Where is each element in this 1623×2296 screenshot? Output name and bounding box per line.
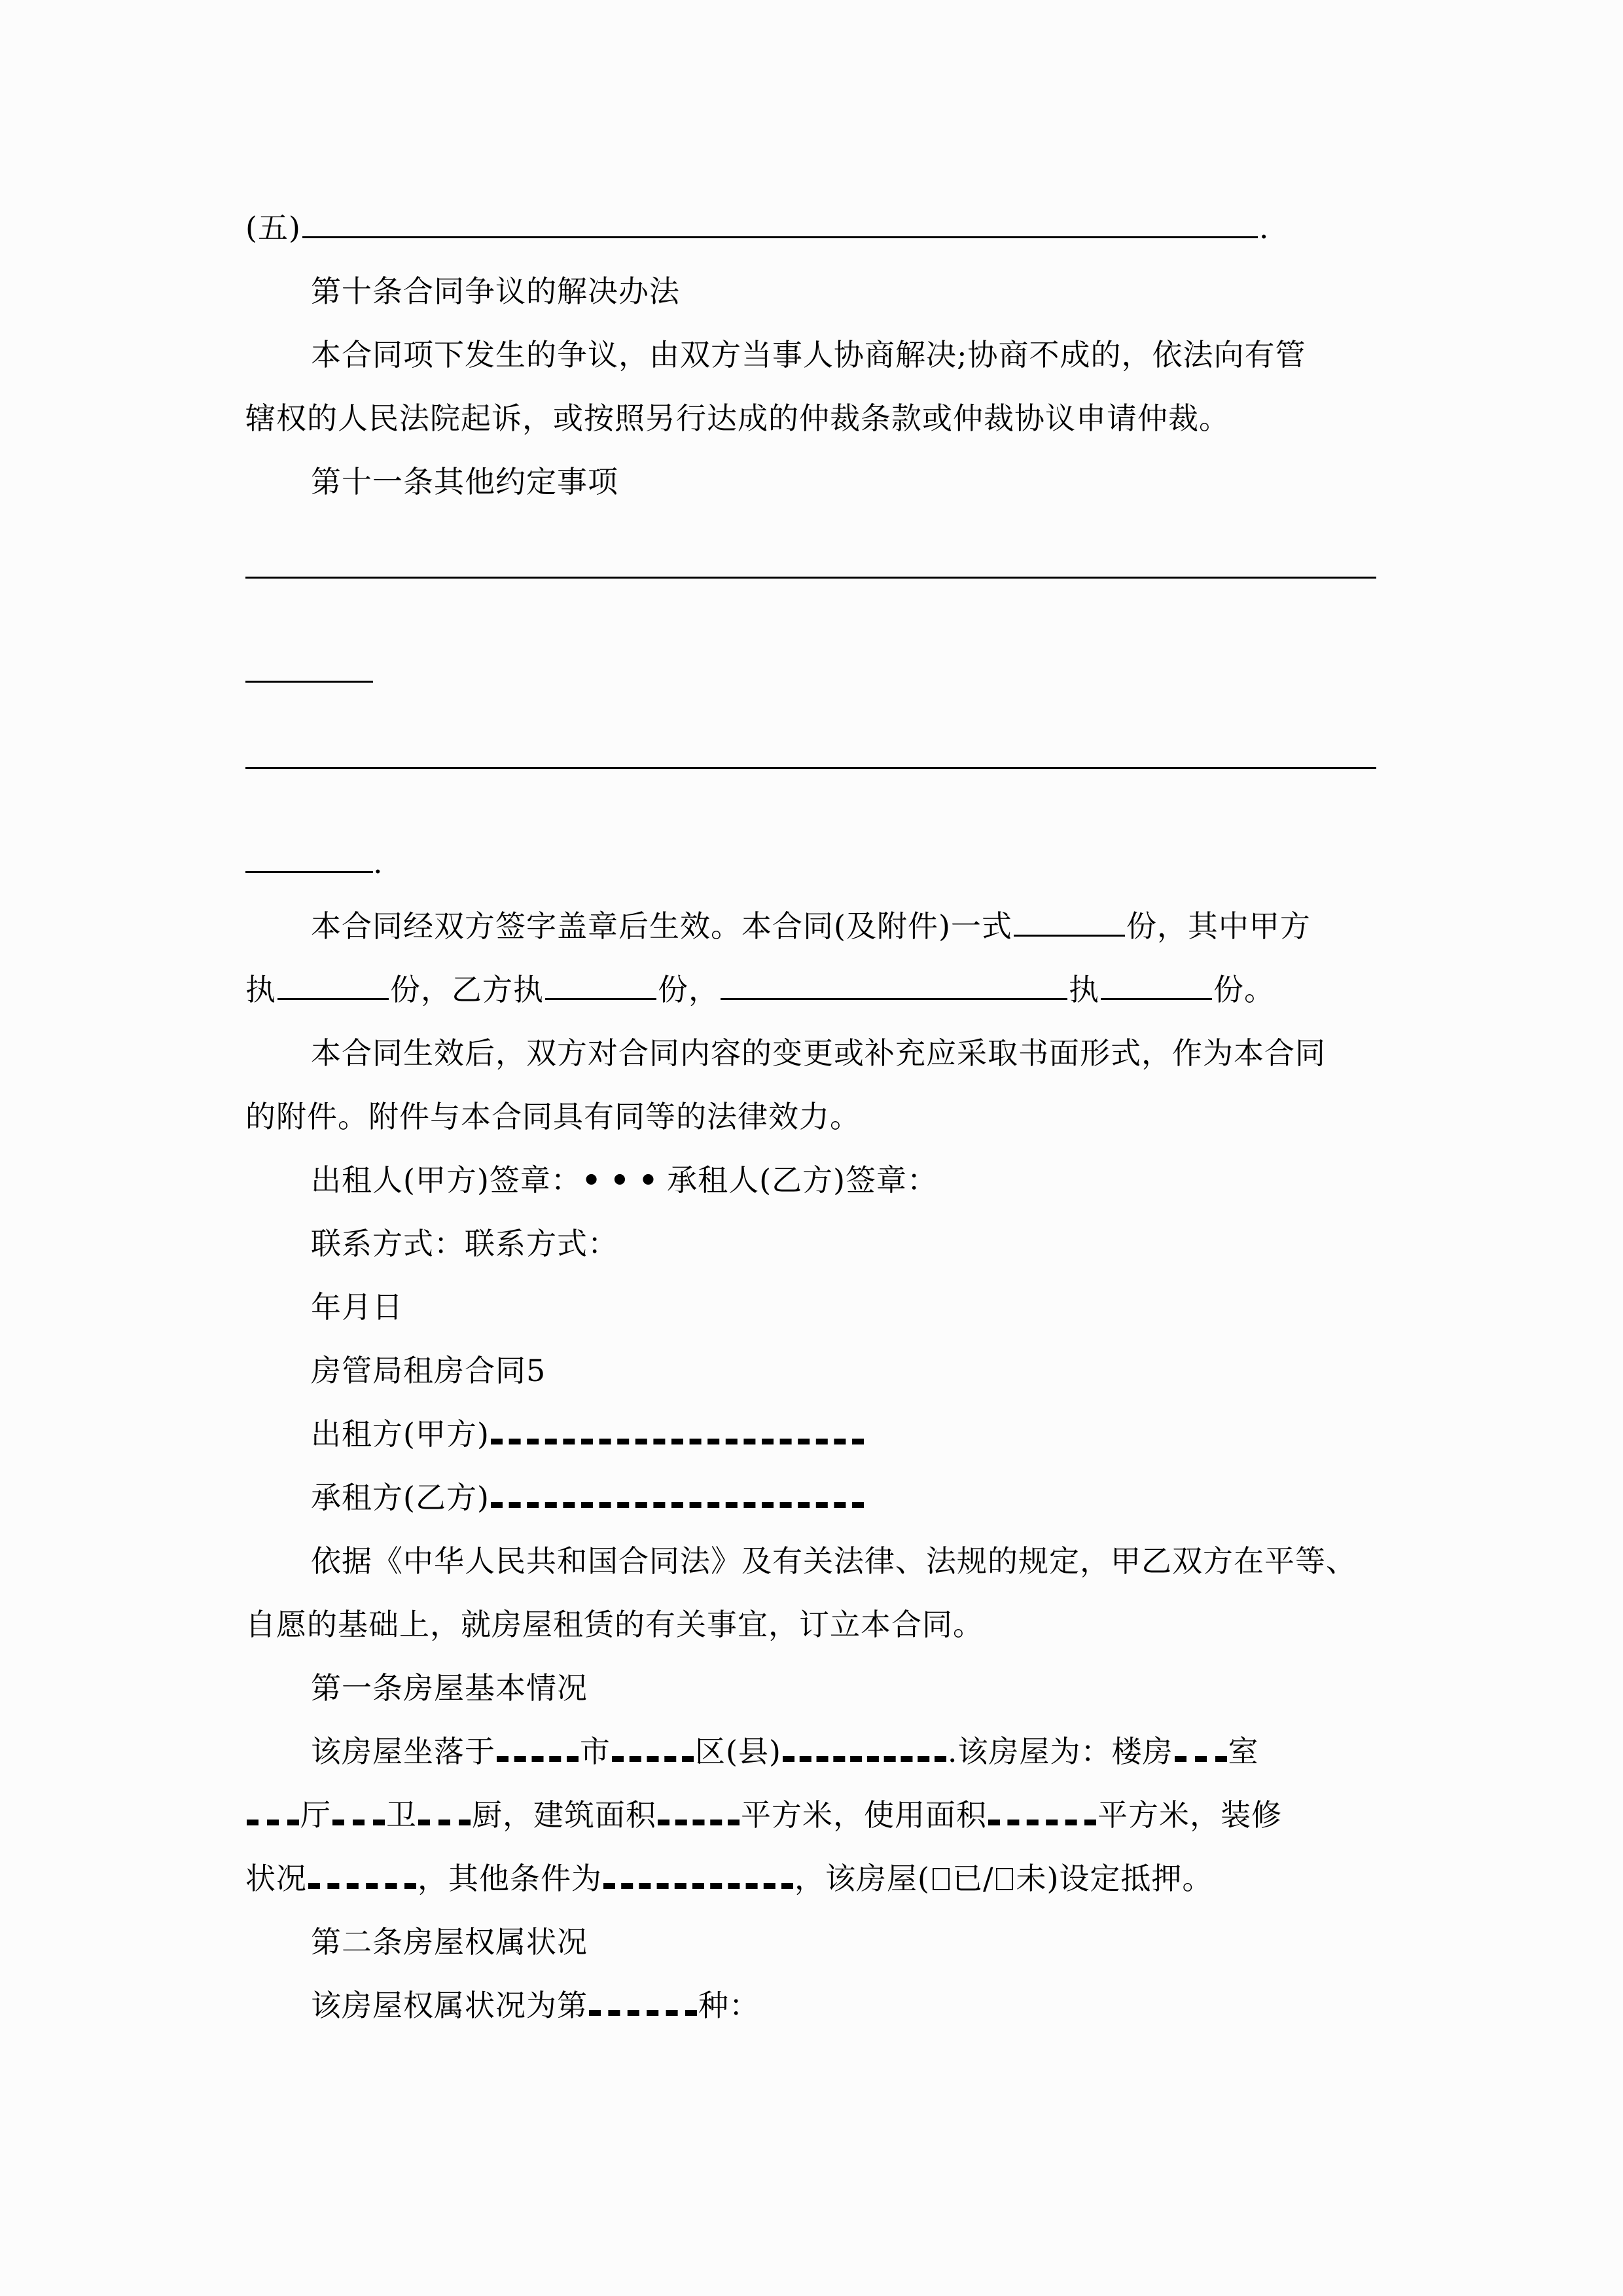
article-11-short-rule-1[interactable]: [245, 655, 373, 683]
article-11-short-line-1: [245, 641, 1376, 704]
party-b-line: [245, 1466, 1376, 1530]
date-line: 年月日: [311, 1289, 403, 1325]
article-1-text: ，该房屋(: [794, 1861, 930, 1896]
article-1-title: 第一条房屋基本情况: [311, 1670, 588, 1706]
article-1-text: 平方米，装修: [1097, 1797, 1282, 1833]
mortgaged-yes-checkbox[interactable]: [933, 1868, 950, 1890]
article-1-line-2: [245, 1784, 1376, 1847]
document-page: [245, 196, 1376, 2037]
article-11-full-rule-1[interactable]: [245, 577, 1376, 579]
party-a-line: [245, 1403, 1376, 1466]
copies-other-blank[interactable]: [1101, 972, 1212, 1000]
article-11-title: 第十一条其他约定事项: [311, 464, 618, 499]
effect-text: 本合同经双方签字盖章后生效。本合同(及附件)一式: [311, 908, 1012, 944]
building-area-blank[interactable]: [658, 1820, 740, 1825]
article-1-text: 已/: [952, 1861, 994, 1896]
party-b-blank[interactable]: [491, 1502, 864, 1508]
article-1-text: 室: [1228, 1734, 1259, 1769]
amendment-line-1: 本合同生效后，双方对合同内容的变更或补充应采取书面形式，作为本合同: [311, 1035, 1326, 1071]
copies-party-b-blank[interactable]: [545, 972, 656, 1000]
article-1-text: 平方米，使用面积: [741, 1797, 987, 1833]
article-1-text: .该房屋为：楼房: [947, 1734, 1173, 1769]
article-1-text: 状况: [245, 1861, 307, 1896]
contract-5-title: 房管局租房合同5: [311, 1353, 546, 1388]
kitchens-blank[interactable]: [418, 1820, 471, 1825]
article-11-spacer-2: [245, 704, 1376, 768]
effect-line-2: [245, 958, 1376, 1022]
article-1-line-3: [245, 1847, 1376, 1910]
party-a-label: 出租方(甲方): [311, 1416, 490, 1452]
effect-text: 份，其中甲方: [1126, 908, 1311, 944]
halls-blank[interactable]: [247, 1820, 299, 1825]
amendment-line-2: 的附件。附件与本合同具有同等的法律效力。: [245, 1099, 861, 1134]
other-conditions-blank[interactable]: [603, 1883, 793, 1889]
item-5-blank[interactable]: [302, 210, 1258, 238]
article-1-line-1: [245, 1720, 1376, 1784]
article-1-text: 厨，建筑面积: [472, 1797, 656, 1833]
lessee-signature-label: 承租人(乙方)签章：: [667, 1162, 938, 1198]
signature-line: [245, 1149, 1376, 1212]
article-1-text: 未)设定抵押。: [1016, 1861, 1213, 1896]
copies-total-blank[interactable]: [1014, 908, 1125, 937]
preamble-line-2: 自愿的基础上，就房屋租赁的有关事宜，订立本合同。: [245, 1607, 984, 1642]
article-1-text: 卫: [386, 1797, 417, 1833]
preamble-line-1: 依据《中华人民共和国合同法》及有关法律、法规的规定，甲乙双方在平等、: [311, 1543, 1357, 1579]
district-blank[interactable]: [612, 1756, 694, 1762]
article-11-short-line-2: [245, 831, 1376, 895]
contact-line: 联系方式：联系方式：: [311, 1226, 618, 1261]
article-11-full-rule-2[interactable]: [245, 767, 1376, 769]
item-5-line: [245, 196, 1376, 260]
article-11-end: .: [373, 845, 383, 880]
effect-line-1: [245, 895, 1376, 958]
lessor-signature-label: 出租人(甲方)签章：: [311, 1162, 582, 1198]
article-1-text: 厅: [300, 1797, 331, 1833]
article-11-spacer-1: [245, 514, 1376, 577]
article-1-text: 市: [580, 1734, 611, 1769]
item-5-end: .: [1258, 210, 1270, 245]
party-a-blank[interactable]: [491, 1439, 864, 1444]
article-2-text: 种：: [698, 1988, 760, 2023]
usable-area-blank[interactable]: [988, 1820, 1096, 1825]
effect-text: 执: [1069, 972, 1099, 1007]
baths-blank[interactable]: [332, 1820, 385, 1825]
other-party-blank[interactable]: [721, 972, 1067, 1000]
article-11-short-rule-2[interactable]: [245, 845, 373, 873]
item-5-label: (五): [245, 210, 301, 245]
article-1-text: 该房屋坐落于: [311, 1734, 495, 1769]
effect-text: 份，: [658, 972, 719, 1007]
article-10-body-line-2: 辖权的人民法院起诉，或按照另行达成的仲裁条款或仲裁协议申请仲裁。: [245, 401, 1230, 436]
effect-text: 执: [245, 972, 276, 1007]
ownership-type-blank[interactable]: [589, 2010, 697, 2016]
city-blank[interactable]: [497, 1756, 579, 1762]
article-1-text: 区(县): [695, 1734, 781, 1769]
mortgaged-no-checkbox[interactable]: [996, 1868, 1013, 1890]
dots-separator: •••: [581, 1162, 668, 1198]
article-2-text: 该房屋权属状况为第: [311, 1988, 588, 2023]
effect-text: 份，乙方执: [390, 972, 544, 1007]
party-b-label: 承租方(乙方): [311, 1480, 490, 1515]
article-2-line-1: [245, 1974, 1376, 2037]
article-1-text: ，其他条件为: [418, 1861, 602, 1896]
article-11-rule-line-2: [245, 768, 1376, 831]
decoration-blank[interactable]: [308, 1883, 416, 1889]
article-2-title: 第二条房屋权属状况: [311, 1924, 588, 1960]
rooms-blank[interactable]: [1175, 1756, 1227, 1762]
effect-text: 份。: [1213, 972, 1275, 1007]
copies-party-a-blank[interactable]: [277, 972, 389, 1000]
address-blank[interactable]: [783, 1756, 946, 1762]
article-11-rule-line-1: [245, 577, 1376, 641]
article-10-title: 第十条合同争议的解决办法: [311, 274, 680, 309]
article-10-body-line-1: 本合同项下发生的争议，由双方当事人协商解决;协商不成的，依法向有管: [311, 337, 1306, 372]
